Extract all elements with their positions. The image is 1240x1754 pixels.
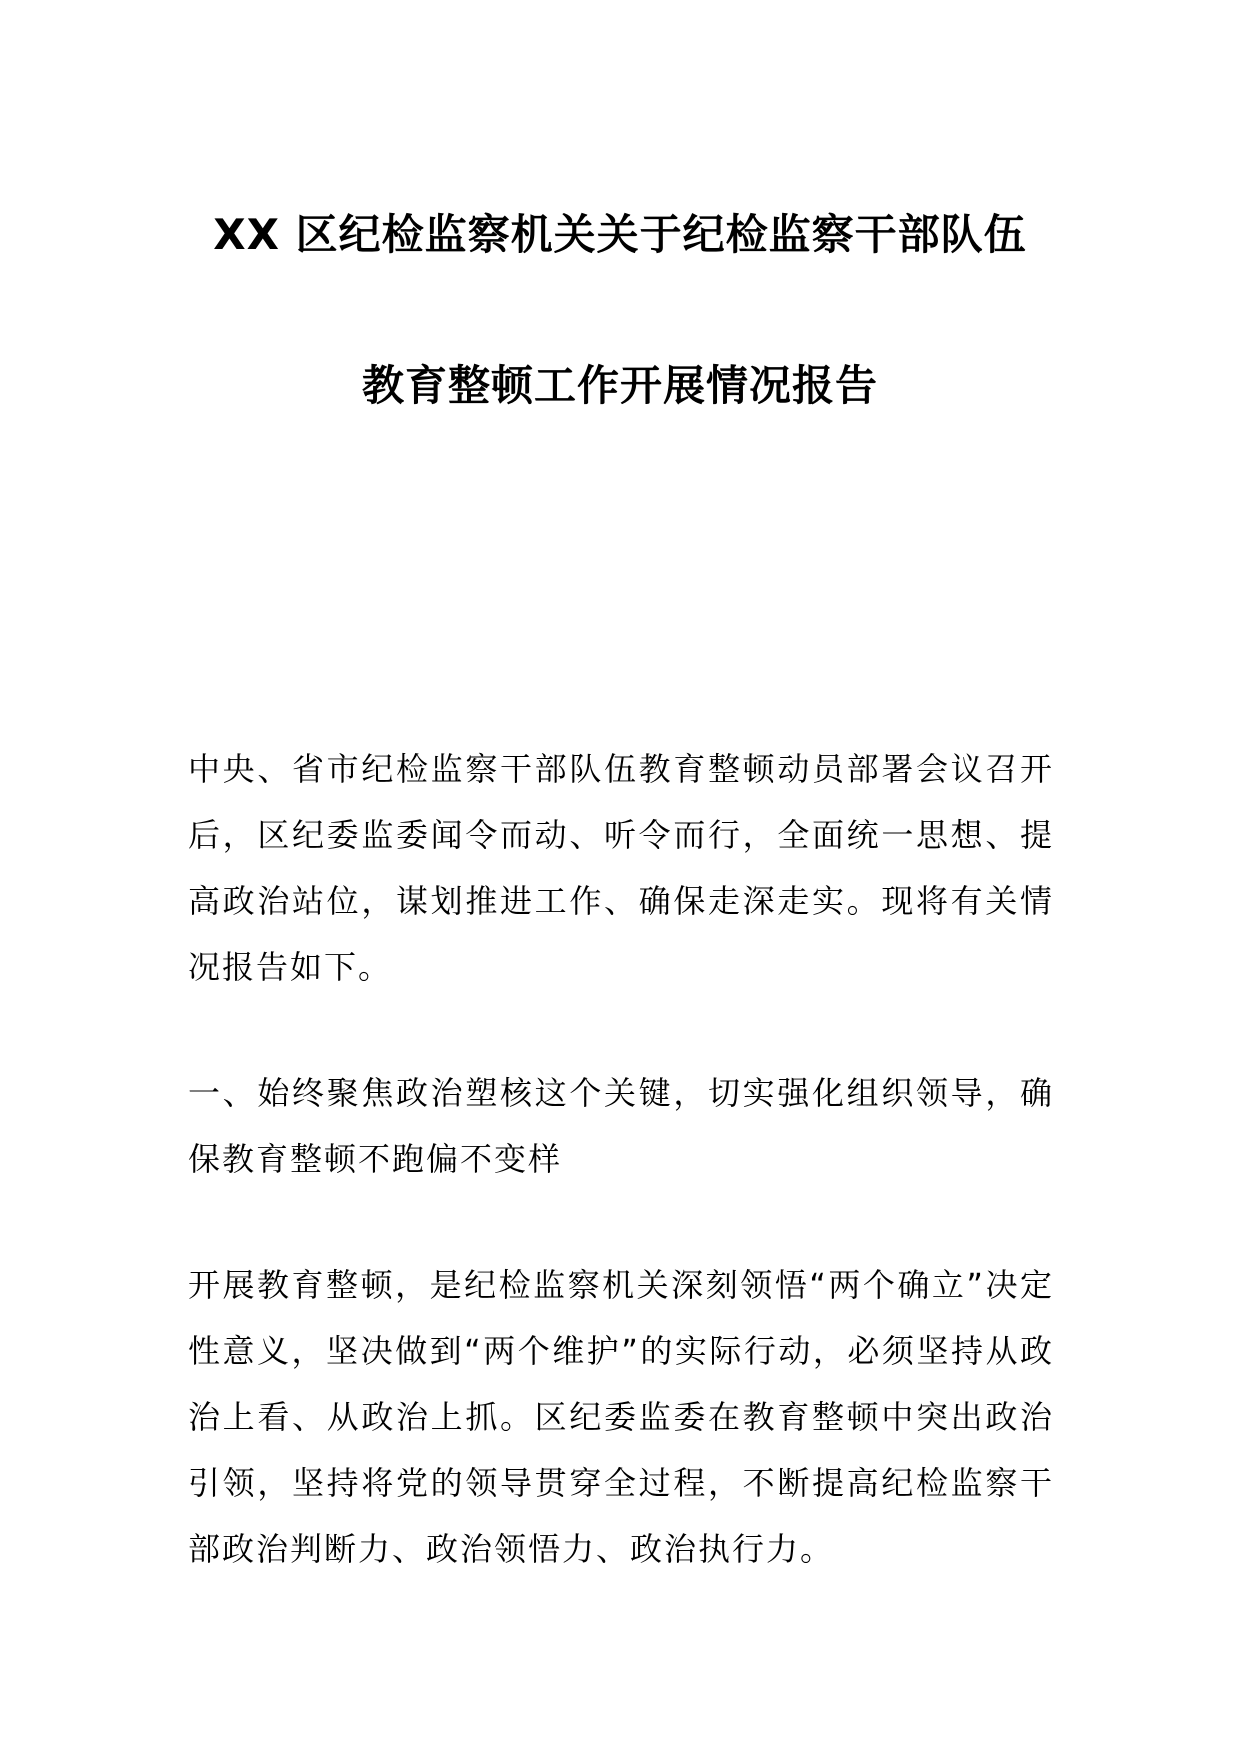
document-title-line-1: XX 区纪检监察机关关于纪检监察干部队伍 <box>213 210 1027 259</box>
document-title-line-2: 教育整顿工作开展情况报告 <box>361 361 878 410</box>
section-1-paragraph: 开展教育整顿，是纪检监察机关深刻领悟“两个确立”决定性意义，坚决做到“两个维护”的实际行动，必须坚持从政治上看、从政治上抓。区纪委监委在教育整顿中突出政治引领，坚持将党的领导贯穿全过程，不断提高纪检监察干部政治判断力、政治领悟力、政治执行力。 <box>188 1266 1054 1568</box>
section-heading-1: 一、始终聚焦政治塑核这个关键，切实强化组织领导，确保教育整顿不跑偏不变样 <box>188 1074 1054 1178</box>
intro-paragraph: 中央、省市纪检监察干部队伍教育整顿动员部署会议召开后，区纪委监委闻令而动、听令而行，全面统一思想、提高政治站位，谋划推进工作、确保走深走实。现将有关情况报告如下。 <box>188 750 1054 986</box>
